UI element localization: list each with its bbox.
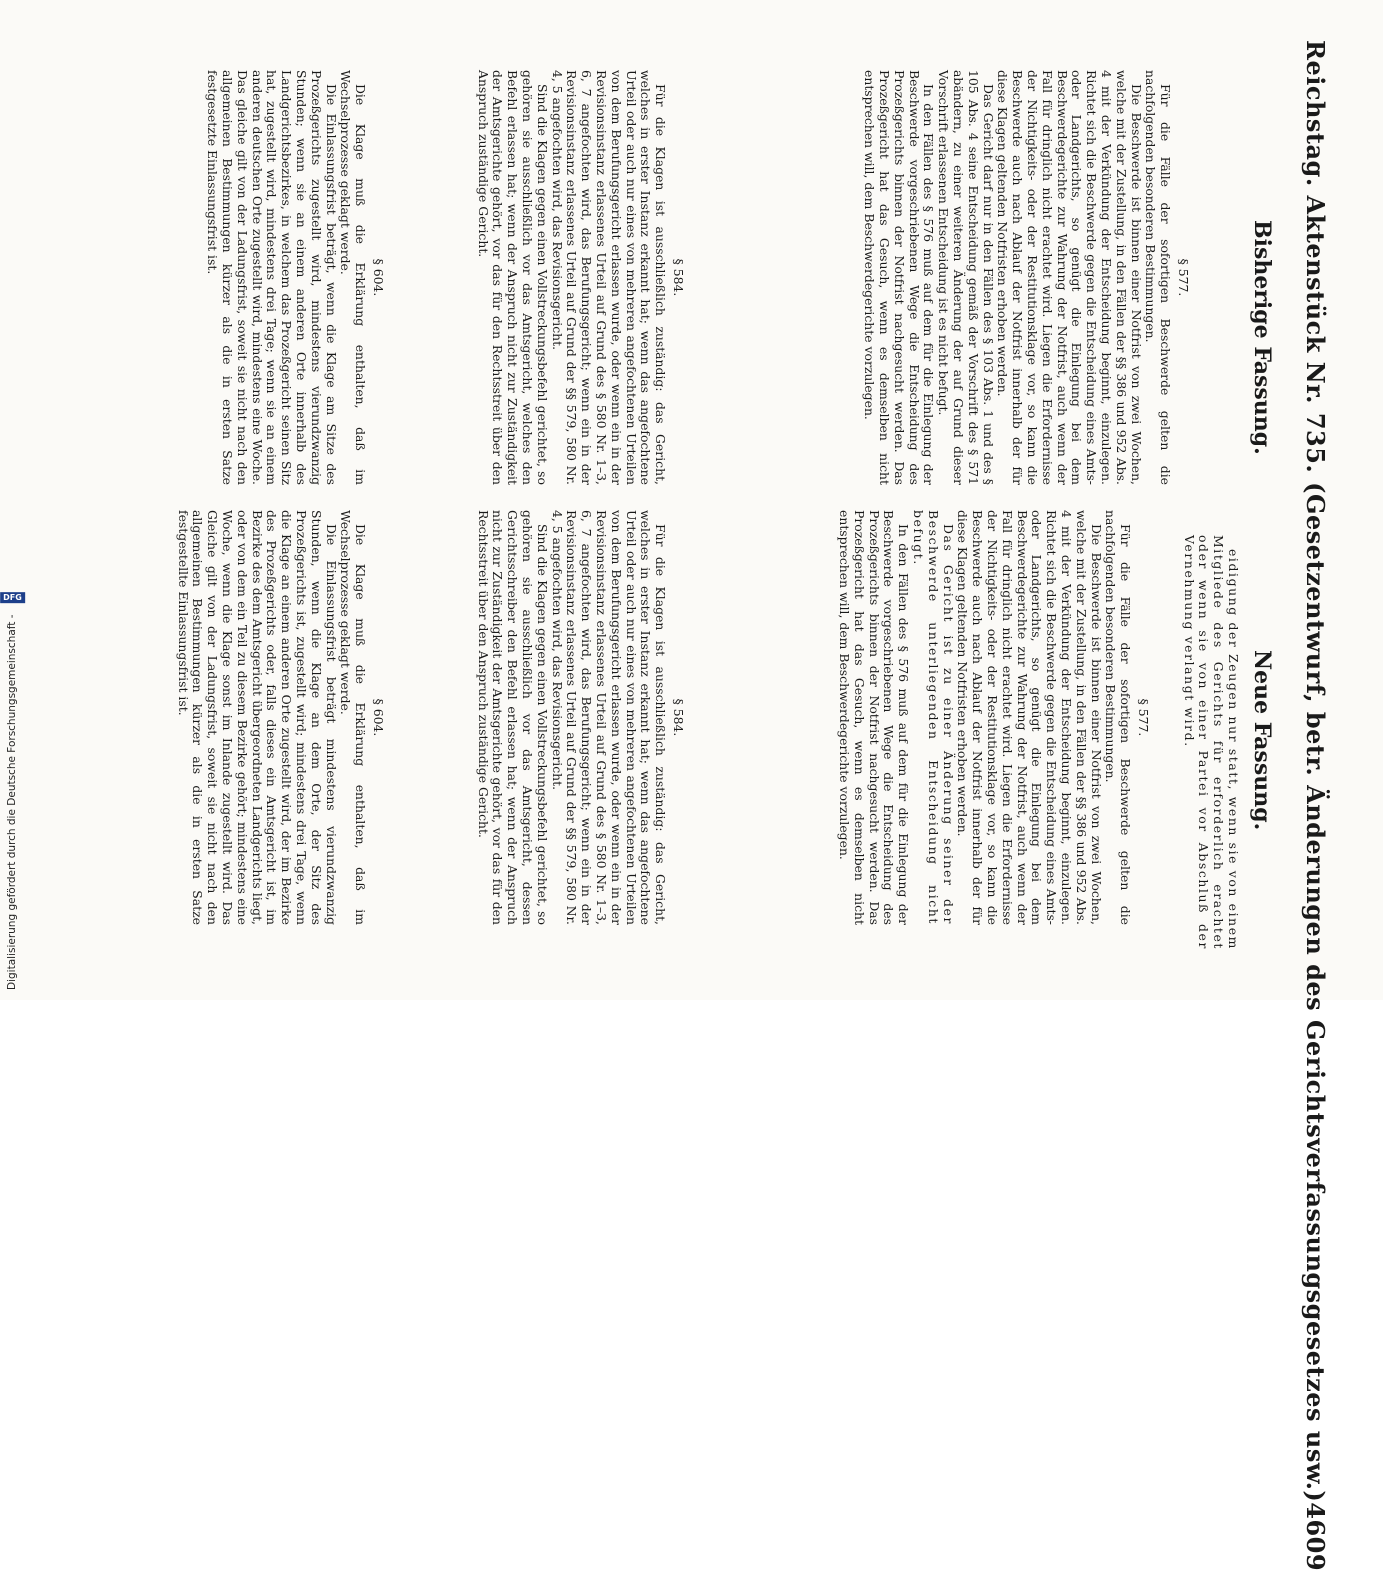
paragraph: Das Gericht ist zu einer Änderung seiner der Beschwerde unterliegenden Entscheidung nicht befugt.: [911, 510, 956, 925]
paragraph: Die Einlassungsfrist beträgt, wenn die Klage am Sitze des Prozeßgerichts zugestellt wird, mindestens vierundzwanzig Stunden; wenn sie an einem anderen Orte innerhalb des Landgerichtsbezirkes, in welchem das Prozeßgericht seinen Sitz hat, zugestellt wird, mindestens drei Tage; wenn sie an einem anderen deutschen Orte zugestellt wird, mindestens eine Woche. Das gleiche gilt von der Ladungsfrist, soweit sie nicht nach den allgemeinen Bestimmungen kürzer als die in ersten Satze festgesetzte Einlassungsfrist ist.: [205, 70, 339, 485]
paragraph: Das Gericht darf nur in den Fällen des § 103 Abs. 1 und des § 105 Abs. 4 seine Entscheidung gemäß der Vorschrift des § 571 abändern, zu einer weiteren Änderung der auf Grund dieser Vorschrift erlassenen Entscheidung ist es nicht befugt.: [936, 70, 996, 485]
paragraph: Für die Klagen ist ausschließlich zuständig: das Gericht, welches in erster Instanz erkannt hat; wenn das angefochtene Urteil oder auch nur eines von mehreren angefochtenen Urteilen von dem Berufungsgericht erlassen wurde, oder wenn ein in der Revisionsinstanz erlassenes Urteil auf Grund des § 580 Nr. 1–3, 6, 7 angefochten wird, das Berufungsgericht; wenn ein in der Revisionsinstanz erlassenes Urteil auf Grund der §§ 579, 580 Nr. 4, 5 angefochten wird, das Revisionsgericht.: [549, 70, 669, 485]
paragraph: Die Beschwerde ist binnen einer Notfrist von zwei Wochen, welche mit der Zustellung, in den Fällen der §§ 386 und 952 Abs. 4 mit der Verkündung der Entscheidung beginnt, einzulegen. Richtet sich die Beschwerde gegen die Entscheidung eines Amts- oder Landgerichts, so genügt die Einlegung bei dem Beschwerdegerichte zur Wahrung der Notfrist, auch wenn der Fall für dringlich nicht erachtet wird. Liegen die Erfordernisse der Nichtigkeits- oder der Restitutionsklage vor, so kann die Beschwerde auch nach Ablauf der Notfrist innerhalb der für diese Klagen geltenden Notfristen erhoben werden.: [995, 70, 1144, 485]
column-heading-old: Bisherige Fassung.: [1249, 220, 1275, 455]
paragraph: Die Einlassungsfrist beträgt mindestens vierundzwanzig Stunden, wenn die Klage an dem Orte, der Sitz des Prozeßgerichts ist, zugestellt wird; mindestens drei Tage, wenn die Klage an einem anderen Orte zugestellt wird, der im Bezirke des Prozeßgerichts oder, falls dieses ein Amtsgericht ist, im Bezirke des dem Amtsgericht übergeordneten Landgerichts liegt, oder von dem ein Teil zu diesem Bezirke gehört; mindestens eine Woche, wenn die Klage sonst im Inlande zugestellt wird. Das Gleiche gilt von der Ladungsfrist, soweit sie nicht nach den allgemeinen Bestimmungen kürzer als die in ersten Satze festgestellte Einlassungsfrist ist.: [175, 510, 339, 925]
paragraph: Die Beschwerde ist binnen einer Notfrist von zwei Wochen, welche mit der Zustellung, in den Fällen der §§ 386 und 952 Abs. 4 mit der Verkündung der Entscheidung beginnt, einzulegen. Richtet sich die Beschwerde gegen die Entscheidung eines Amts- oder Landgerichts, so genügt die Einlegung bei dem Beschwerdegerichte zur Wahrung der Notfrist, auch wenn der Fall für dringlich nicht erachtet wird. Liegen die Erfordernisse der Nichtigkeits- oder der Restitutionsklage vor, so kann die Beschwerde auch nach Ablauf der Notfrist innerhalb der für diese Klagen geltenden Notfristen erhoben werden.: [955, 510, 1104, 925]
digitization-credit: [2, 586, 22, 990]
old-section-604: [204, 70, 385, 485]
section-number: § 577.: [1176, 258, 1191, 297]
page-number: 4609: [1301, 1502, 1330, 1571]
section-number: § 584.: [671, 258, 686, 297]
paragraph: Die Klage muß die Erklärung enthalten, daß im Wechselprozesse geklagt werde.: [338, 70, 369, 485]
old-section-584: [475, 70, 685, 485]
new-intro-text: eidigung der Zeugen nur statt, wenn sie von einem Mitgliede des Gerichts für erforderlich erachtet oder wenn sie von einer Partei vor Abschluß der Vernehmung verlangt wird.: [1181, 535, 1241, 950]
new-intro-block: [1181, 535, 1240, 950]
section-number: § 577.: [1136, 698, 1151, 737]
paragraph: In den Fällen des § 576 muß auf dem für die Einlegung der Beschwerde vorgeschriebenen Wege die Entscheidung des Prozeßgerichts binnen der Notfrist nachgesucht werden. Das Prozeßgericht hat das Gesuch, wenn es demselben nicht entsprechen will, dem Beschwerdegerichte vorzulegen.: [862, 70, 937, 485]
paragraph: Sind die Klagen gegen einen Vollstreckungsbefehl gerichtet, so gehören sie ausschließlich vor das Amtsgericht, welches den Befehl erlassen hat; wenn der Anspruch nicht zur Zuständigkeit der Amtsgerichte gehört, vor das für den Rechtsstreit über den Anspruch zuständige Gericht.: [475, 70, 550, 485]
new-section-584: [475, 510, 685, 925]
old-section-577: [861, 70, 1190, 485]
credit-text: Digitalisierung gefördert durch die Deutsche Forschungsgemeinschaft -: [6, 614, 18, 990]
paragraph: In den Fällen des § 576 muß auf dem für die Einlegung der Beschwerde vorgeschriebenen Wege die Entscheidung des Prozeßgerichts binnen der Notfrist nachgesucht werden. Das Prozeßgericht hat das Gesuch, wenn es demselben nicht entsprechen will, dem Beschwerdegerichte vorzulegen.: [837, 510, 912, 925]
dfg-logo-icon: DFG: [0, 593, 24, 604]
header-title: Reichstag. Aktenstück Nr. 735. (Gesetzentwurf, betr. Änderungen des Gerichtsverfassungsgesetzes usw.): [1301, 40, 1330, 1503]
column-heading-new: Neue Fassung.: [1249, 650, 1275, 831]
paragraph: Sind die Klagen gegen einen Vollstreckungsbefehl gerichtet, so gehören sie ausschließlich vor das Amtsgericht, dessen Gerichtsschreiber den Befehl erlassen hat; wenn der Anspruch nicht zur Zuständigkeit der Amtsgerichte gehört, vor das für den Rechtsstreit über den Anspruch zuständige Gericht.: [475, 510, 550, 925]
section-number: § 604.: [371, 698, 386, 737]
new-section-604: [175, 510, 385, 925]
paragraph: Für die Klagen ist ausschließlich zuständig: das Gericht, welches in erster Instanz erkannt hat; wenn das angefochtene Urteil oder auch nur eines von mehreren angefochtenen Urteilen von dem Berufungsgericht erlassen wurde, oder wenn ein in der Revisionsinstanz erlassenes Urteil auf Grund des § 580 Nr. 1–3, 6, 7 angefochten wird, das Berufungsgericht; wenn ein in der Revisionsinstanz erlassenes Urteil auf Grund der §§ 579, 580 Nr. 4, 5 angefochten wird, das Revisionsgericht.: [549, 510, 669, 925]
new-section-577: [836, 510, 1150, 925]
paragraph: Die Klage muß die Erklärung enthalten, daß im Wechselprozesse geklagt werde.: [338, 510, 369, 925]
section-number: § 604.: [371, 258, 386, 297]
paragraph: Für die Fälle der sofortigen Beschwerde gelten die nachfolgenden besonderen Bestimmungen.: [1103, 510, 1134, 925]
section-number: § 584.: [671, 698, 686, 737]
running-header: [1301, 40, 1330, 1571]
paragraph: Für die Fälle der sofortigen Beschwerde gelten die nachfolgenden besonderen Bestimmungen.: [1143, 70, 1174, 485]
